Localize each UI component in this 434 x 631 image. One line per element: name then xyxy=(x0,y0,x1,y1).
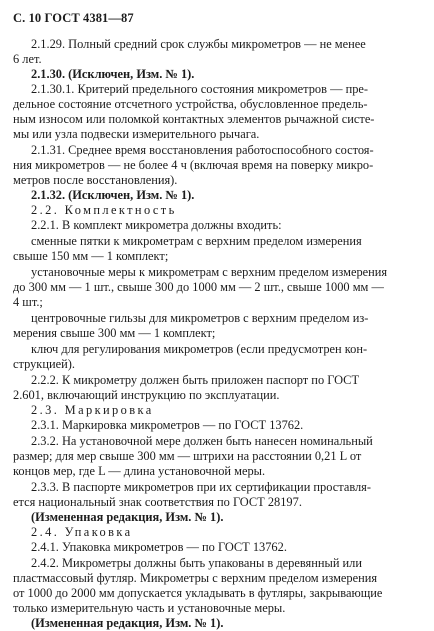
text-line: от 1000 до 2000 мм допускается укладывать в футляры, закрывающие xyxy=(13,586,383,600)
text-line: только измерительную часть и установочные меры. xyxy=(13,601,286,615)
text-line: концов мер, где L — длина установочной меры. xyxy=(13,464,266,478)
text-line: 2.3.3. В паспорте микрометров при их сертификации проставля- xyxy=(31,480,372,494)
text-line: 4 шт.; xyxy=(13,295,43,309)
text-line: размер; для мер свыше 300 мм — штрихи на расстоянии 0,21 L от xyxy=(13,449,362,463)
page-header: С. 10 ГОСТ 4381—87 xyxy=(13,11,134,25)
text-line: установочные меры к микрометрам с верхним пределом измерения xyxy=(31,265,388,279)
text-line: ным износом или поломкой контактных элементов рычажной систе- xyxy=(13,112,375,126)
text-line: дельное состояние отсчетного устройства, обусловленное предель- xyxy=(13,97,368,111)
text-line: сменные пятки к микрометрам с верхним пределом измерения xyxy=(31,234,362,248)
text-line: пластмассовый футляр. Микрометры с верхним пределом измерения xyxy=(13,571,378,585)
text-line: ния микрометров — не более 4 ч (включая время на поверку микро- xyxy=(13,158,374,172)
text-line: ется национальный знак соответствия по ГОСТ 28197. xyxy=(13,495,302,509)
text-line: 2.3. Маркировка xyxy=(31,403,154,417)
text-line: мы или узла подвески измерительного рычага. xyxy=(13,127,260,141)
text-line: 2.4.1. Упаковка микрометров — по ГОСТ 13762. xyxy=(31,540,287,554)
text-line: 2.1.31. Среднее время восстановления работоспособного состоя- xyxy=(31,143,374,157)
text-line: мерения свыше 300 мм — 1 комплект; xyxy=(13,326,216,340)
text-line: 2.1.32. (Исключен, Изм. № 1). xyxy=(31,188,195,202)
text-line: центровочные гильзы для микрометров с верхним пределом из- xyxy=(31,311,369,325)
text-line: 2.4.2. Микрометры должны быть упакованы в деревянный или xyxy=(31,556,362,570)
text-line: 2.3.1. Маркировка микрометров — по ГОСТ 13762. xyxy=(31,418,304,432)
text-line: 2.2.2. К микрометру должен быть приложен паспорт по ГОСТ xyxy=(31,373,360,387)
text-line: метров после восстановления). xyxy=(13,173,178,187)
text-line: 2.2. Комплектность xyxy=(31,203,177,217)
text-line: 2.1.29. Полный средний срок службы микрометров — не менее xyxy=(31,37,366,51)
text-line: 2.601, включающий инструкцию по эксплуатации. xyxy=(13,388,280,402)
text-line: 2.3.2. На установочной мере должен быть нанесен номинальный xyxy=(31,434,373,448)
text-line: 2.1.30.1. Критерий предельного состояния микрометров — пре- xyxy=(31,82,369,96)
text-line: (Измененная редакция, Изм. № 1). xyxy=(31,616,224,630)
text-line: 6 лет. xyxy=(13,52,42,66)
text-line: струкцией). xyxy=(13,357,75,371)
text-line: свыше 150 мм — 1 комплект; xyxy=(13,249,169,263)
text-line: (Измененная редакция, Изм. № 1). xyxy=(31,510,224,524)
text-line: ключ для регулирования микрометров (если предусмотрен кон- xyxy=(31,342,368,356)
text-line: 2.4. Упаковка xyxy=(31,525,133,539)
text-line: 2.2.1. В комплект микрометра должны входить: xyxy=(31,218,282,232)
text-line: до 300 мм — 1 шт., свыше 300 до 1000 мм — 2 шт., свыше 1000 мм — xyxy=(13,280,384,294)
text-line: 2.1.30. (Исключен, Изм. № 1). xyxy=(31,67,195,81)
